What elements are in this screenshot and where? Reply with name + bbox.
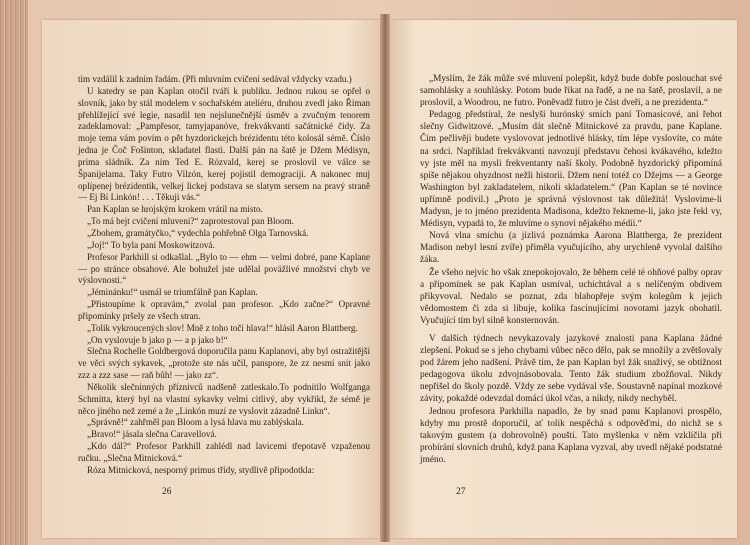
paragraph: „Tolik vykroucených slov! Mně z toho točí hlava!“ hlásil Aaron Blattberg. — [87, 322, 358, 333]
paragraph: tim vzdálil k zadním řadám. (Při mluvním cvičení sedával vždycky vzadu.) — [78, 74, 352, 84]
paragraph: V dalších týdnech nevykazovaly jazykové znalosti pana Kaplana žádné zlepšení. Pokud se s jeho chybami vůbec něco dělo, pak se množily a zvětšovaly pod žárem jeho nadšení. Právě tím, že pan Kaplan byl žák snaživý, se obtížnost pedagogova úkolu zdvojnásobovala. Tento žák studium zbožňoval. Nikdy nepřišel do školy pozdě. Vždy ze sebe vydával vše. Soustavně napínal mozkové závity, pokaždé odevzdal domácí úkol včas, a nikdy, nikdy nechyběl. — [420, 333, 722, 405]
paragraph: „On vyslovuje b jako p — a p jako b!“ — [87, 334, 228, 345]
paragraph: „Joj!“ To byla paní Moskowitzová. — [87, 239, 215, 250]
paragraph: Pan Kaplan se hrojským krokem vrátil na místo. — [87, 204, 263, 215]
paragraph: „Zbohem, gramátyčko,“ vydechla pohřebně Olga Tarnovská. — [87, 227, 309, 238]
paragraph: „Myslím, že žák může své mluvení polepšit, když bude dobře poslouchat své samohlásky a souhlásky. Potom bude říkat na řadě, a ne na šatě, proslavil, a ne proslovil, a Woodrou, ne futro. Poněvadž futro je část dveří, a ne prezidenta.“ — [420, 74, 722, 109]
paragraph: Róza Mitnicková, nesporný primus třídy, stydlivě připodotkla: — [87, 464, 315, 475]
left-page-text — [78, 74, 370, 477]
paragraph: Několik slečninných příznivců nadšeně zatleskalo.To podnítilo Wolfganga Schmitta, který byl na vlastní sykavky velmi citlivý, aby vykřikl, že sémě je něco jiného než zemé a že „Linkón muzí ze vyslovit zázadně Linkn“. — [78, 381, 370, 416]
page-number-left: 26 — [162, 487, 172, 497]
page-number-right: 27 — [456, 487, 466, 497]
paragraph: „Kdo dál?“ Profesor Parkhill zahlédl nad lavicemi třepotavě vzpaženou ručku. „Slečna Mitnicková.“ — [78, 441, 370, 463]
paragraph: Nová vlna smíchu (a jízlivá poznámka Aarona Blattberga, že prezident Madison nebyl lesní zvíře) přiměla vyučujícího, aby urychleně vyvolal dalšího žáka. — [420, 231, 722, 266]
book-gutter — [380, 14, 390, 542]
right-page-text — [420, 73, 722, 466]
paragraph: U katedry se pan Kaplan otočil tváří k publiku. Jednou rukou se opřel o slovník, jako by stál modelem v sochařském ateliéru, druhou zvedl jako Říman přehlížející své legie, nasadil ten nejslunečnější úsměv a zvučným tenorem zadeklamoval: „Pampřesor, tamyjapanóve, frekvákvantí sačátnické čidy. Za moje tema vám povím o pět hyzdorickejch brézidentu této kolosál sémě. Číslo jedna je Čoč Fošinton, skladatel flasti. Další pán na šatě je Džem Médisyn, prima sládník. Za ním Ted E. Rózvald, kerej se proslovil ve válce se Španijelama. Taky Futro Vilzón, kerej pojistil demograciji. A nakonec muj oplípenej brézidentik, velkej lickej podstava se slatym sersem na pravý straně — Ej Bí Linkón! . . . Těkuji vás.“ — [78, 85, 370, 203]
paragraph: „Bravo!“ jásala slečna Caravellová. — [87, 429, 217, 440]
paragraph: „Správně!“ zahřměl pan Bloom a lysá hlava mu zablýskala. — [87, 417, 304, 428]
paragraph: Jednou profesora Parkhilla napadlo, že by snad panu Kaplanovi prospělo, kdyby mu prostě doporučil, ať tolik nespěchá s odpověďmi, do nichž se s takovým gustem (a dobrovolně) pouští. Tato myšlenka v něm vzklíčila při probírání slovních druhů, když pana Kaplana vyzval, aby uvedl nějaké podstatné jméno. — [420, 406, 722, 465]
paragraph: Že všeho nejvíc ho však znepokojovalo, že během celé té ohňové palby oprav a připomínek se pak Kaplan usmíval, uchichtával a s nelíčeným obdivem přikyvoval. Nedalo se poznat, zda blahopřeje svým kolegům k jejich vědomostem či zda si libuje, kolika fascinujícími novotami jazyk obohatil. Vyučující tím byl silně konsternován. — [420, 267, 722, 326]
paragraph: „To má bejt cvičení mluveni?“ zaprotestoval pan Bloom. — [87, 216, 294, 227]
paragraph: Slečna Rochelle Goldbergová doporučila panu Kaplanovi, aby byl ostražitější ve věci svých sykavek, „protože ste nás učil, panspore, že zz nesmí snít jako zzz a zzz sase — raň bůh! — jako zz“. — [78, 346, 370, 381]
book-page-edges — [0, 0, 28, 545]
paragraph: Pedagog předstíral, že neslyší hurónský smích paní Tomasicové, ani řehot slečny Gidwitzové. „Musím dát slečně Mitnickové za pravdu, pane Kaplane. Čím pečlivěji budete vyslovovat jednotlivé hlásky, tím lépe vyslovíte, co máte na srdci. Například frekvákvantí navozují představu čehosi kvákavého, kdežto vy jste měl na mysli frekventanty naší školy. Podobně hyzdorický připomíná spíše nějakou ohyzdnost nežli historii. Džem není totéž co Džejms — a George Washington byl zakladatelem, nikoli skladatelem.“ (Pan Kaplan se té novince upřímně podivil.) „Proto je správná výslovnost tak důležitá! Vyslovíme-li Madysn, je to jméno prezidenta Madisona, kdežto řekneme-li, jako jste řekl vy, Médisyn, vypadá to, že mluvíme o synovi nějakého médii.“ — [420, 110, 722, 230]
paragraph: „Přistoupíme k opravám,“ zvolal pan profesor. „Kdo začne?“ Opravné připomínky pršely ze všech stran. — [78, 299, 370, 321]
paragraph: „Jéminánku!“ usmál se triumfálně pan Kaplan. — [87, 287, 258, 298]
paragraph: Profesor Parkhill si odkašlal. „Bylo to — ehm — velmi dobré, pane Kaplane — po stránce obsahové. Ale bohužel jste udělal poväžlivé množství chyb ve výslovnosti.“ — [78, 251, 370, 286]
